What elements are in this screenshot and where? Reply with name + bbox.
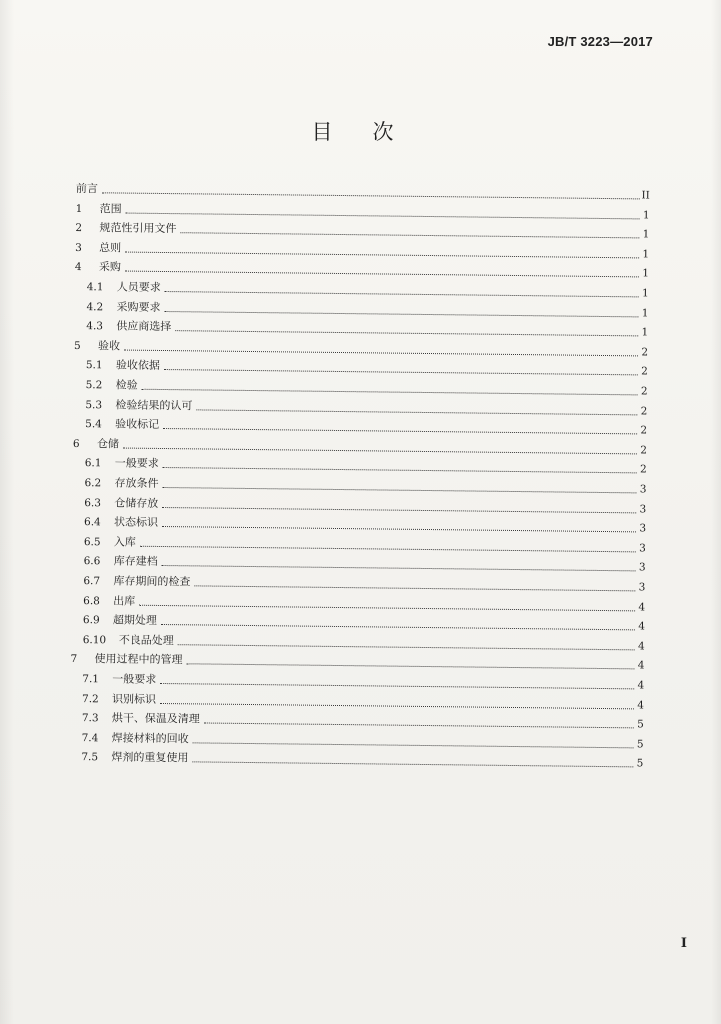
toc-leader-dots — [193, 742, 634, 748]
toc-entry-page: 2 — [641, 365, 648, 378]
toc-entry-title: 验收标记 — [115, 417, 160, 432]
toc-entry-title: 采购要求 — [116, 300, 161, 314]
toc-entry-number: 5.4 — [85, 418, 102, 431]
toc-entry-page: 1 — [642, 267, 649, 280]
scan-edge-shadow-right — [711, 0, 721, 1024]
toc-entry-title: 检验 — [115, 378, 138, 392]
toc-entry-page: 2 — [640, 424, 648, 437]
toc-entry-page: 2 — [641, 346, 649, 359]
page-number: I — [680, 936, 687, 951]
toc-entry-title: 库存期间的检查 — [113, 574, 191, 589]
toc-entry-page: 1 — [641, 326, 649, 339]
toc-entry-title: 烘干、保温及清理 — [111, 711, 200, 726]
toc-entry-number: 5.2 — [85, 379, 103, 392]
toc-entry-page: 4 — [638, 601, 646, 614]
toc-entry-number: 6.2 — [84, 477, 102, 490]
toc-entry-title: 入库 — [113, 535, 136, 549]
toc-entry-page: 1 — [641, 307, 649, 320]
toc-entry-title: 一般要求 — [112, 672, 157, 686]
toc-entry-number: 6.8 — [83, 594, 100, 607]
toc-entry-page: 4 — [637, 698, 645, 712]
toc-entry-number: 6.1 — [84, 457, 102, 470]
toc-entry-title: 检验结果的认可 — [115, 398, 193, 412]
toc-entry-number: 4.2 — [86, 300, 104, 313]
toc-entry-page: 2 — [640, 385, 648, 398]
toc-leader-dots — [192, 762, 633, 768]
toc-entry-page: 5 — [637, 718, 644, 731]
toc-entry-page: 2 — [639, 463, 647, 476]
table-of-contents — [0, 175, 721, 770]
toc-entry-title: 超期处理 — [112, 613, 158, 628]
toc-leader-dots — [186, 664, 634, 670]
toc-entry-number: 4.3 — [86, 320, 104, 333]
toc-entry-number: 3 — [75, 241, 82, 254]
toc-entry-number: 6.4 — [84, 516, 101, 529]
toc-entry-page: 3 — [639, 483, 647, 496]
toc-entry-page: 3 — [639, 542, 646, 555]
toc-entry-number: 7.3 — [81, 712, 99, 725]
standard-code-header: JB/T 3223—2017 — [547, 34, 653, 49]
toc-entry-page: II — [641, 189, 650, 202]
toc-leader-dots — [196, 409, 637, 415]
toc-entry-title: 范围 — [99, 201, 122, 216]
toc-entry-title: 识别标识 — [112, 692, 157, 706]
toc-entry-number: 6.7 — [83, 575, 101, 588]
toc-entry-number: 6.5 — [83, 535, 101, 549]
toc-entry-page: 1 — [642, 209, 650, 222]
toc-title: 目次 — [311, 120, 434, 144]
toc-entry-number: 7.1 — [82, 673, 100, 686]
toc-entry-title: 总则 — [99, 241, 122, 255]
toc-entry-page: 3 — [639, 522, 647, 535]
toc-leader-dots — [162, 526, 636, 532]
toc-leader-dots — [180, 232, 639, 238]
toc-entry-number: 6.3 — [84, 496, 102, 509]
toc-entry-number: 4.1 — [86, 281, 104, 294]
toc-entry-title: 供应商选择 — [116, 319, 172, 334]
toc-entry-title: 仓储 — [96, 437, 120, 451]
toc-entry-number: 4 — [74, 261, 82, 274]
toc-entry-title: 使用过程中的管理 — [94, 652, 183, 667]
toc-entry-number: 6.10 — [82, 633, 107, 647]
toc-entry-title: 前言 — [75, 181, 98, 196]
toc-entry-page: 3 — [638, 561, 646, 574]
toc-entry-number: 5 — [74, 339, 81, 352]
toc-entry-page: 1 — [642, 228, 650, 241]
toc-entry-number: 7 — [70, 653, 78, 666]
toc-entry-page: 1 — [641, 287, 649, 300]
toc-entry-page: 2 — [640, 405, 648, 418]
toc-entry-title: 仓储存放 — [114, 496, 159, 510]
toc-entry-number: 5.3 — [85, 398, 103, 411]
toc-entry-number: 7.4 — [81, 731, 99, 745]
toc-leader-dots — [164, 369, 638, 375]
toc-entry-page: 5 — [636, 757, 644, 770]
toc-entry-page: 4 — [637, 679, 645, 692]
toc-entry-title: 规范性引用文件 — [99, 221, 177, 236]
scan-edge-shadow-left — [0, 0, 14, 1024]
toc-entry-page: 4 — [638, 620, 645, 633]
toc-entry-page: 2 — [640, 444, 647, 457]
toc-leader-dots — [161, 624, 635, 630]
toc-entry-number: 2 — [75, 222, 83, 235]
toc-entry-title: 出库 — [113, 594, 136, 608]
toc-entry-page: 1 — [642, 248, 650, 261]
toc-entry-page: 4 — [637, 659, 645, 672]
toc-entry-number: 6.9 — [82, 614, 100, 627]
toc-entry-title: 库存建档 — [113, 554, 158, 569]
toc-entry-title: 不良品处理 — [118, 633, 174, 647]
toc-entry-title: 一般要求 — [114, 456, 159, 471]
toc-leader-dots — [194, 585, 635, 591]
toc-entry-title: 状态标识 — [114, 515, 159, 530]
toc-entry-title: 焊剂的重复使用 — [111, 750, 189, 765]
toc-entry-page: 5 — [636, 738, 644, 751]
toc-leader-dots — [175, 330, 638, 336]
toc-entry-title: 验收依据 — [115, 358, 160, 373]
toc-entry-page: 4 — [637, 640, 645, 653]
toc-entry-page: 3 — [638, 581, 646, 594]
toc-entry-number: 7.5 — [81, 751, 99, 764]
toc-entry-number: 7.2 — [82, 692, 99, 705]
toc-entry-number: 6 — [72, 437, 80, 450]
toc-leader-dots — [178, 644, 635, 650]
toc-entry-title: 验收 — [98, 339, 121, 353]
toc-entry-title: 采购 — [98, 260, 122, 274]
toc-entry-page: 3 — [639, 503, 647, 516]
toc-entry-number: 5.1 — [85, 359, 103, 372]
toc-entry-number: 1 — [75, 202, 83, 215]
toc-leader-dots — [204, 723, 634, 729]
toc-entry-title: 焊接材料的回收 — [111, 731, 189, 746]
toc-entry-title: 人员要求 — [116, 280, 161, 294]
toc-leader-dots — [162, 565, 636, 571]
toc-entry-title: 存放条件 — [114, 476, 159, 490]
toc-entry-number: 6.6 — [83, 555, 101, 568]
